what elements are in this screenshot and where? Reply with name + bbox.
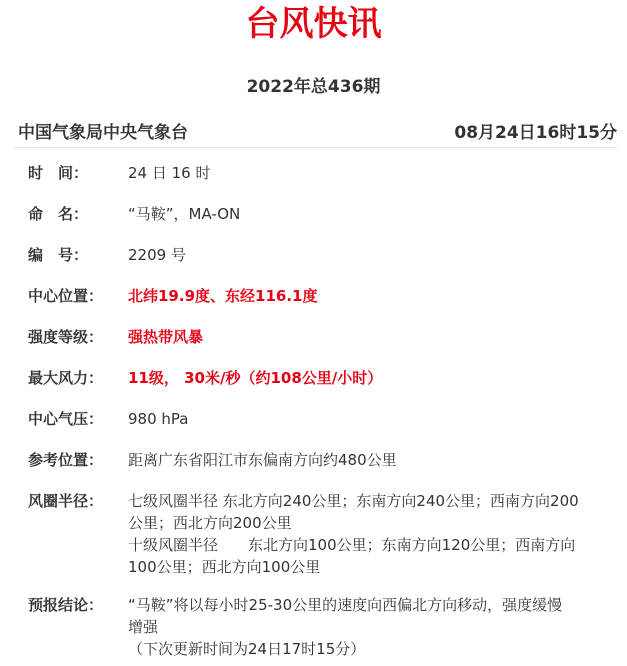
field-value: “马鞍”，MA-ON <box>128 205 241 223</box>
field-label: 预报结论： <box>28 596 104 614</box>
field-value: 北纬19.9度、东经116.1度 <box>128 287 318 305</box>
divider <box>14 147 617 148</box>
forecast-line: 增强 <box>128 618 159 636</box>
field-value: 980 hPa <box>128 410 189 428</box>
field-value: 2209 号 <box>128 246 186 264</box>
field-label: 最大风力： <box>28 369 104 387</box>
field-value: 距离广东省阳江市东偏南方向约480公里 <box>128 451 397 469</box>
wind-radius-line: 七级风圈半径 东北方向240公里；东南方向240公里；西南方向200 <box>128 492 579 510</box>
field-label: 风圈半径： <box>28 492 104 510</box>
field-label: 中心气压： <box>28 410 104 428</box>
bulletin-timestamp: 08月24日16时15分 <box>454 123 617 143</box>
field-label: 命 名： <box>28 205 89 223</box>
forecast-line: （下次更新时间为24日17时15分） <box>128 640 366 658</box>
agency-name: 中国气象局中央气象台 <box>18 123 188 143</box>
field-value <box>128 594 618 660</box>
page-title: 台风快讯 <box>245 4 382 44</box>
field-value: 强热带风暴 <box>128 328 204 346</box>
issue-number: 2022年总436期 <box>246 77 381 97</box>
field-label: 编 号： <box>28 246 89 264</box>
field-label: 参考位置： <box>28 451 104 469</box>
wind-radius-line: 十级风圈半径 东北方向100公里；东南方向120公里；西南方向 <box>128 536 576 554</box>
field-value: 11级， 30米/秒（约108公里/小时） <box>128 369 383 387</box>
field-value <box>128 490 618 578</box>
wind-radius-line: 公里；西北方向200公里 <box>128 514 292 532</box>
field-label: 中心位置： <box>28 287 104 305</box>
field-value: 24 日 16 时 <box>128 164 211 182</box>
field-label: 强度等级： <box>28 328 104 346</box>
forecast-line: “马鞍”将以每小时25-30公里的速度向西偏北方向移动，强度缓慢 <box>128 596 563 614</box>
wind-radius-line: 100公里；西北方向100公里 <box>128 558 321 576</box>
field-label: 时 间： <box>28 164 89 182</box>
